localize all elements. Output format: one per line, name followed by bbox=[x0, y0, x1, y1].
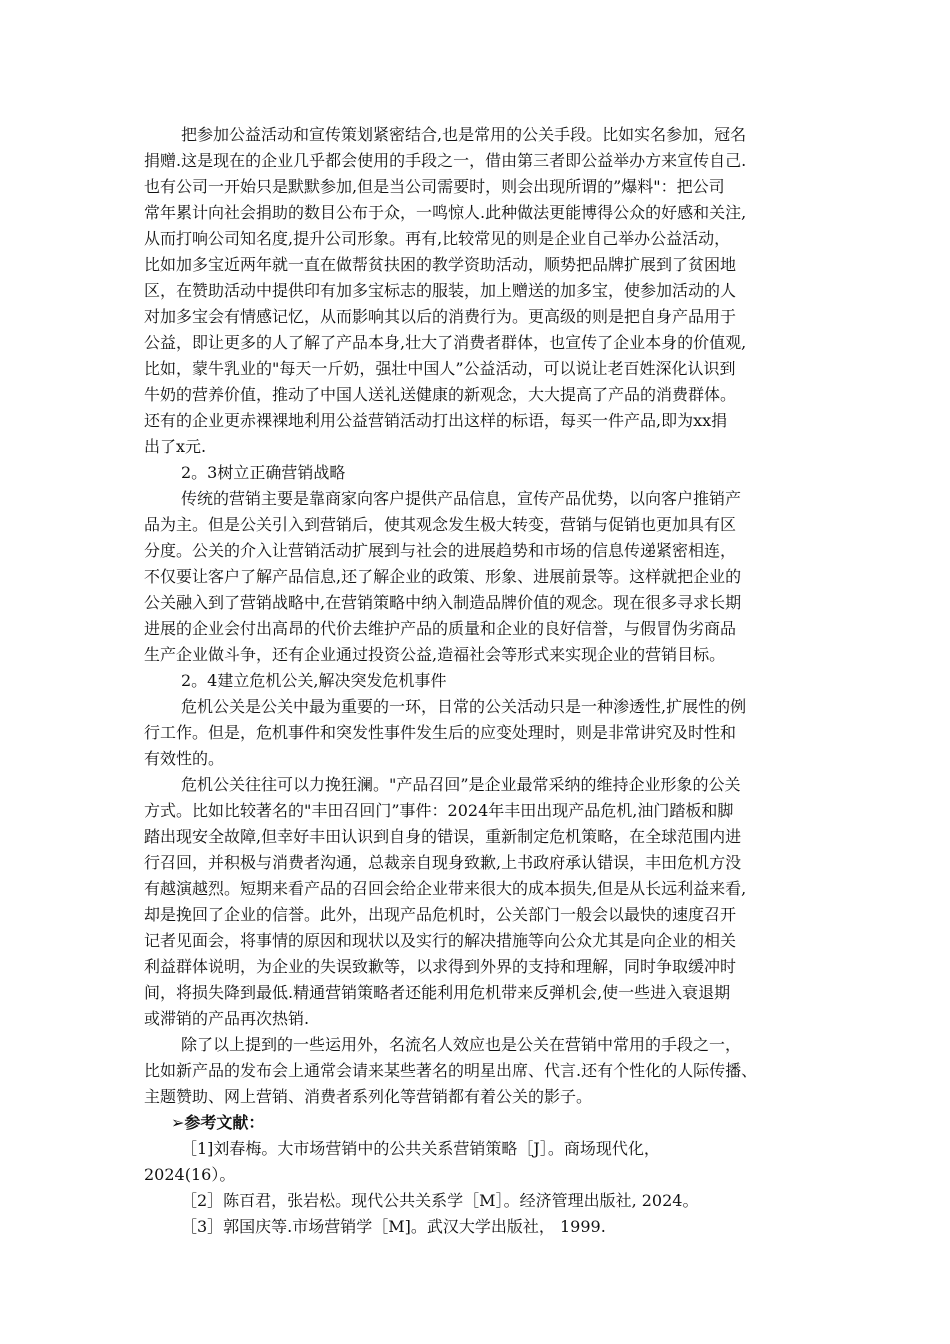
text-line: 捐赠.这是现在的企业几乎都会使用的手段之一，借由第三者即公益举办方来宣传自己. bbox=[144, 151, 747, 170]
text-line: 生产企业做斗争，还有企业通过投资公益,造福社会等形式来实现企业的营销目标。 bbox=[144, 645, 726, 664]
text-line: 除了以上提到的一些运用外，名流名人效应也是公关在营销中常用的手段之一， bbox=[181, 1035, 742, 1054]
text-line: 不仅要让客户了解产品信息,还了解企业的政策、形象、进展前景等。这样就把企业的 bbox=[144, 567, 742, 586]
text-line: 对加多宝会有情感记忆，从而影响其以后的消费行为。更高级的则是把自身产品用于 bbox=[144, 307, 737, 326]
text-line: 有效性的。 bbox=[144, 749, 225, 768]
text-line: 行工作。但是，危机事件和突发性事件发生后的应变处理时，则是非常讲究及时性和 bbox=[144, 723, 737, 742]
text-line: 公关融入到了营销战略中,在营销策略中纳入制造品牌价值的观念。现在很多寻求长期 bbox=[144, 593, 742, 612]
text-line: 记者见面会，将事情的原因和现状以及实行的解决措施等向公众尤其是向企业的相关 bbox=[144, 931, 737, 950]
text-line: 进展的企业会付出高昂的代价去维护产品的质量和企业的良好信誉，与假冒伪劣商品 bbox=[144, 619, 737, 638]
references-heading: ➢参考文献： bbox=[171, 1113, 265, 1132]
text-line: 比如加多宝近两年就一直在做帮贫扶困的教学资助活动，顺势把品牌扩展到了贫困地 bbox=[144, 255, 737, 274]
text-line: 踏出现安全故障,但幸好丰田认识到自身的错误，重新制定危机策略，在全球范围内进 bbox=[144, 827, 742, 846]
paragraph-crisis-pr bbox=[144, 694, 810, 772]
paragraph-celebrity-effect bbox=[144, 1032, 810, 1110]
text-line: 传统的营销主要是靠商家向客户提供产品信息，宣传产品优势，以向客户推销产 bbox=[181, 489, 742, 508]
text-line: 方式。比如比较著名的"丰田召回门”事件：2024年丰田出现产品危机,油门踏板和脚 bbox=[144, 801, 734, 820]
document-page bbox=[144, 122, 810, 1240]
text-line: 也有公司一开始只是默默参加,但是当公司需要时，则会出现所谓的”爆料"：把公司 bbox=[144, 177, 725, 196]
reference-item-1: ［1]刘春梅。大市场营销中的公共关系营销策略［J］。商场现代化， bbox=[181, 1139, 660, 1158]
text-line: 利益群体说明，为企业的失误致歉等，以求得到外界的支持和理解，同时争取缓冲时 bbox=[144, 957, 737, 976]
text-line: 把参加公益活动和宣传策划紧密结合,也是常用的公关手段。比如实名参加，冠名 bbox=[181, 125, 747, 144]
reference-item-1-continued: 2024(16）。 bbox=[144, 1165, 236, 1184]
text-line: 分度。公关的介入让营销活动扩展到与社会的进展趋势和市场的信息传递紧密相连， bbox=[144, 541, 737, 560]
text-line: 常年累计向社会捐助的数目公布于众，一鸣惊人.此种做法更能博得公众的好感和关注, bbox=[144, 203, 747, 222]
reference-item-3: ［3］郭国庆等.市场营销学［M]。武汉大学出版社， 1999. bbox=[181, 1217, 606, 1236]
section-heading-2-4: 2。4建立危机公关,解决突发危机事件 bbox=[181, 671, 447, 690]
text-line: 危机公关是公关中最为重要的一环，日常的公关活动只是一种渗透性,扩展性的例 bbox=[181, 697, 747, 716]
text-line: 间，将损失降到最低.精通营销策略者还能利用危机带来反弹机会,使一些进入衰退期 bbox=[144, 983, 731, 1002]
text-line: 或滞销的产品再次热销. bbox=[144, 1009, 310, 1028]
text-line: 公益，即让更多的人了解了产品本身,壮大了消费者群体，也宣传了企业本身的价值观, bbox=[144, 333, 747, 352]
reference-item-2: ［2］陈百君，张岩松。现代公共关系学［M］。经济管理出版社, 2024。 bbox=[181, 1191, 699, 1210]
references-section bbox=[144, 1110, 810, 1240]
text-line: 有越演越烈。短期来看产品的召回会给企业带来很大的成本损失,但是从长远利益来看, bbox=[144, 879, 747, 898]
text-line: 出了x元. bbox=[144, 437, 207, 456]
paragraph-product-recall bbox=[144, 772, 810, 1032]
text-line: 比如，蒙牛乳业的"每天一斤奶，强壮中国人”公益活动，可以说让老百姓深化认识到 bbox=[144, 359, 736, 378]
text-line: 危机公关往往可以力挽狂澜。"产品召回”是企业最常采纳的维持企业形象的公关 bbox=[181, 775, 741, 794]
text-line: 品为主。但是公关引入到营销后，使其观念发生极大转变，营销与促销也更加具有区 bbox=[144, 515, 737, 534]
paragraph-marketing-strategy bbox=[144, 486, 810, 668]
text-line: 却是挽回了企业的信誉。此外，出现产品危机时，公关部门一般会以最快的速度召开 bbox=[144, 905, 737, 924]
text-line: 行召回，并积极与消费者沟通，总裁亲自现身致歉,上书政府承认错误，丰田危机方没 bbox=[144, 853, 742, 872]
text-line: 牛奶的营养价值，推动了中国人送礼送健康的新观念，大大提高了产品的消费群体。 bbox=[144, 385, 737, 404]
paragraph-public-welfare bbox=[144, 122, 810, 460]
text-line: 区，在赞助活动中提供印有加多宝标志的服装，加上赠送的加多宝，使参加活动的人 bbox=[144, 281, 737, 300]
text-line: 比如新产品的发布会上通常会请来某些著名的明星出席、代言.还有个性化的人际传播、 bbox=[144, 1061, 758, 1080]
section-heading-2-3: 2。3树立正确营销战略 bbox=[181, 463, 346, 482]
text-line: 主题赞助、网上营销、消费者系列化等营销都有着公关的影子。 bbox=[144, 1087, 593, 1106]
text-line: 从而打响公司知名度,提升公司形象。再有,比较常见的则是企业自己举办公益活动， bbox=[144, 229, 731, 248]
text-line: 还有的企业更赤裸裸地利用公益营销活动打出这样的标语，每买一件产品,即为xx捐 bbox=[144, 411, 728, 430]
